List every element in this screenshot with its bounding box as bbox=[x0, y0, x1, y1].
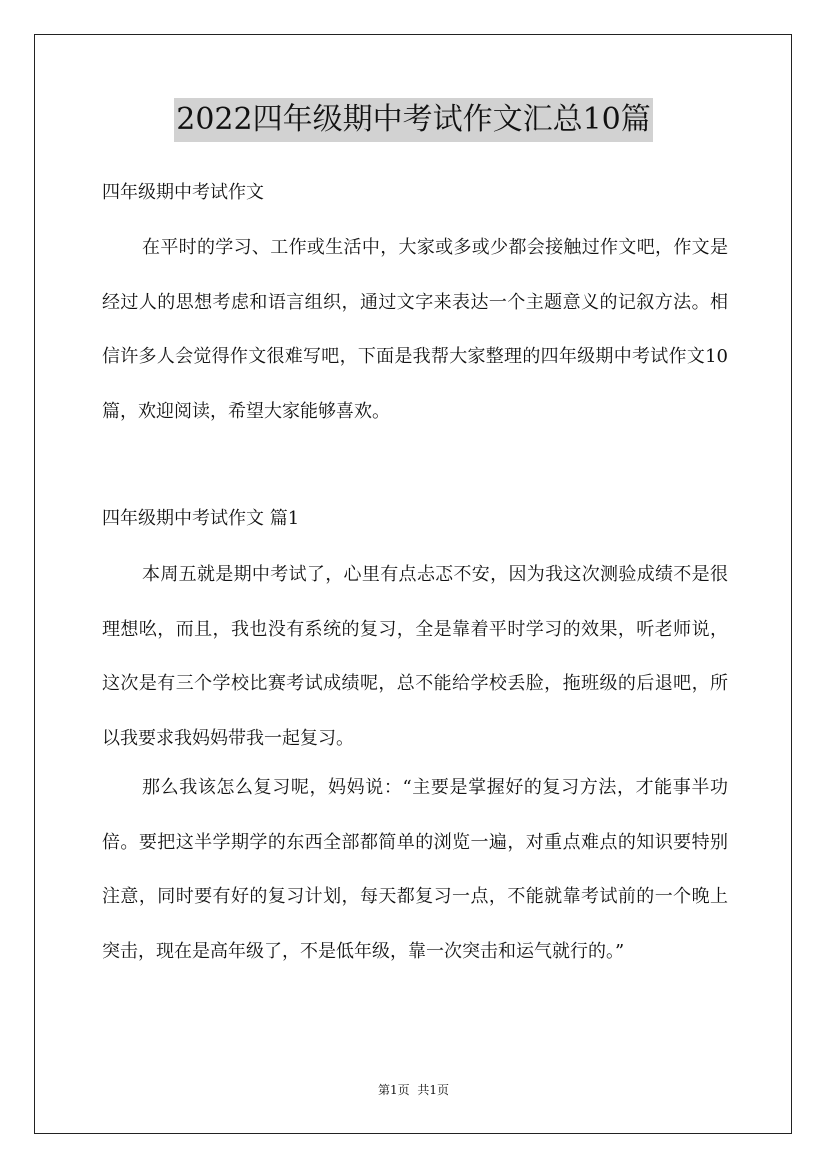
page-footer bbox=[0, 1082, 827, 1098]
intro-paragraph: 在平时的学习、工作或生活中，大家或多或少都会接触过作文吧，作文是经过人的思想考虑和语言组织，通过文字来表达一个主题意义的记叙方法。相信许多人会觉得作文很难写吧，下面是我帮大家整理的四年级期中考试作文10篇，欢迎阅读，希望大家能够喜欢。 bbox=[102, 237, 728, 422]
intro-heading: 四年级期中考试作文 bbox=[102, 182, 264, 203]
section-1-paragraph-2: 那么我该怎么复习呢，妈妈说：“主要是掌握好的复习方法，才能事半功倍。要把这半学期学的东西全部都简单的浏览一遍，对重点难点的知识要特别注意，同时要有好的复习计划，每天都复习一点，不能就靠考试前的一个晚上突击，现在是高年级了，不是低年级，靠一次突击和运气就行的。” bbox=[102, 777, 728, 962]
document-title: 2022四年级期中考试作文汇总10篇 bbox=[174, 98, 653, 142]
page-number: 第1页 bbox=[377, 1083, 410, 1097]
title-container bbox=[0, 98, 827, 142]
section-1-paragraph-1: 本周五就是期中考试了，心里有点忐忑不安，因为我这次测验成绩不是很理想吆，而且，我也没有系统的复习，全是靠着平时学习的效果，听老师说，这次是有三个学校比赛考试成绩呢，总不能给学校丢脸，拖班级的后退吧，所以我要求我妈妈带我一起复习。 bbox=[102, 564, 728, 749]
section-1-heading: 四年级期中考试作文 篇1 bbox=[102, 508, 300, 529]
total-pages: 共1页 bbox=[417, 1083, 450, 1097]
